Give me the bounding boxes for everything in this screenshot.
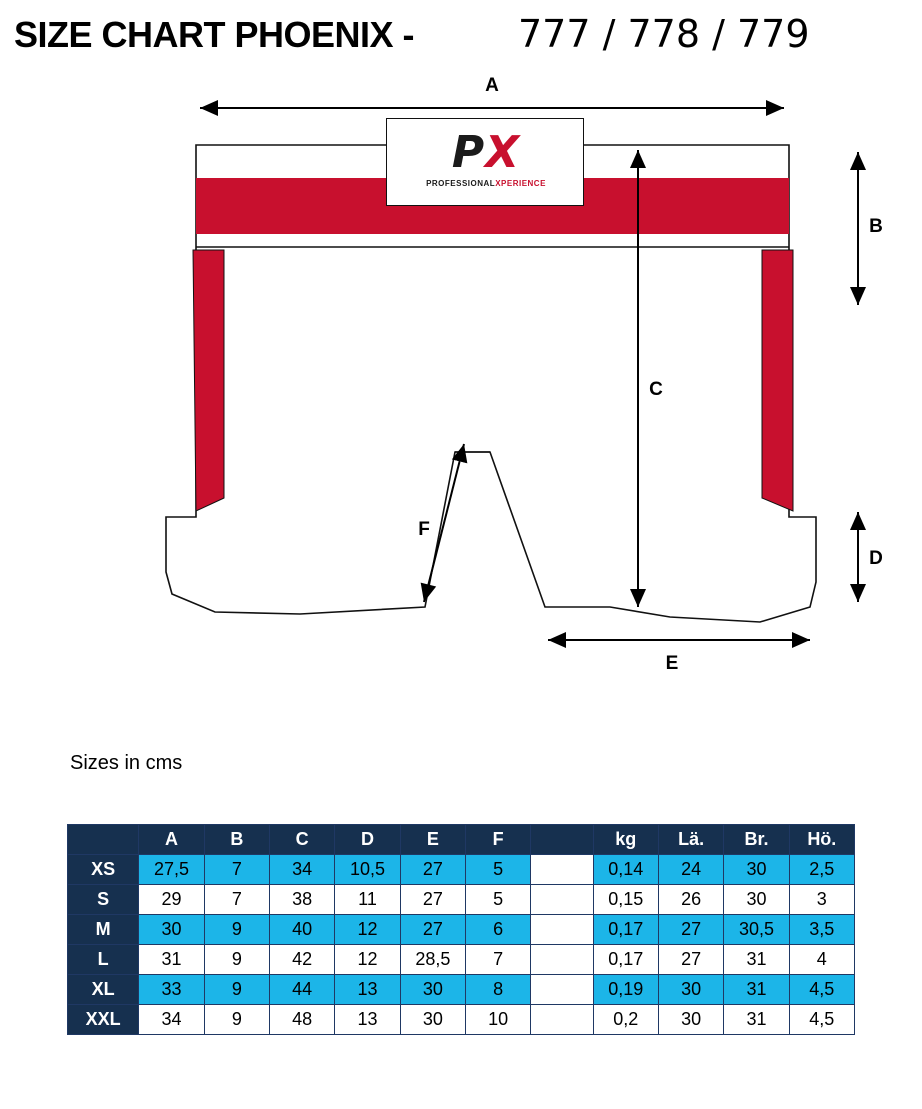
dimension-D [858, 512, 883, 602]
table-cell: 30 [658, 975, 723, 1005]
size-chart-table [67, 824, 855, 1035]
brand-logo [386, 118, 584, 206]
table-cell: 27 [658, 945, 723, 975]
table-cell: 27 [400, 885, 465, 915]
logo-letter-p: P [451, 127, 486, 178]
table-cell: 9 [204, 945, 269, 975]
table-cell: 27,5 [139, 855, 204, 885]
dimension-label-C: C [649, 379, 663, 400]
table-row [68, 855, 855, 885]
table-cell: 30 [724, 885, 789, 915]
table-cell: 0,17 [593, 945, 658, 975]
table-cell: 30,5 [724, 915, 789, 945]
table-header-row [68, 825, 855, 855]
logo-tagline [387, 179, 585, 188]
table-col-B: B [204, 825, 269, 855]
table-col-Br.: Br. [724, 825, 789, 855]
table-cell: 34 [139, 1005, 204, 1035]
table-cell: 12 [335, 945, 400, 975]
table-cell: 13 [335, 1005, 400, 1035]
table-cell: 4,5 [789, 1005, 854, 1035]
row-size-label: S [68, 885, 139, 915]
table-col-E: E [400, 825, 465, 855]
table-cell: 28,5 [400, 945, 465, 975]
dimension-A [200, 75, 784, 108]
dimension-label-F: F [418, 519, 430, 540]
table-cell: 3,5 [789, 915, 854, 945]
table-col-kg: kg [593, 825, 658, 855]
table-cell: 30 [658, 1005, 723, 1035]
table-cell: 2,5 [789, 855, 854, 885]
table-cell: 4,5 [789, 975, 854, 1005]
table-cell: 27 [400, 855, 465, 885]
table-cell: 29 [139, 885, 204, 915]
table-cell: 0,19 [593, 975, 658, 1005]
table-cell [531, 885, 593, 915]
page-title [0, 6, 922, 62]
table-col-gap [531, 825, 593, 855]
dimension-label-B: B [869, 216, 883, 237]
table-cell: 4 [789, 945, 854, 975]
table-cell: 6 [466, 915, 531, 945]
table-cell: 31 [139, 945, 204, 975]
dimension-label-D: D [869, 548, 883, 569]
table-cell: 30 [400, 975, 465, 1005]
table-col-Lä.: Lä. [658, 825, 723, 855]
logo-tagline-dark: PROFESSIONAL [426, 179, 496, 188]
dimension-E [548, 640, 810, 674]
table-cell: 34 [270, 855, 335, 885]
table-cell: 9 [204, 975, 269, 1005]
table-cell: 0,15 [593, 885, 658, 915]
table-cell: 42 [270, 945, 335, 975]
table-col-Hö.: Hö. [789, 825, 854, 855]
table-cell: 24 [658, 855, 723, 885]
table-cell: 3 [789, 885, 854, 915]
table-cell: 31 [724, 1005, 789, 1035]
table-cell [531, 945, 593, 975]
dimension-B [858, 152, 883, 305]
table-cell: 11 [335, 885, 400, 915]
table-col-C: C [270, 825, 335, 855]
table-cell: 5 [466, 855, 531, 885]
table-cell [531, 1005, 593, 1035]
table-cell: 30 [139, 915, 204, 945]
table-col-F: F [466, 825, 531, 855]
table-cell: 30 [400, 1005, 465, 1035]
table-cell: 27 [400, 915, 465, 945]
table-row [68, 975, 855, 1005]
table-cell: 9 [204, 1005, 269, 1035]
table-cell: 48 [270, 1005, 335, 1035]
table-cell: 26 [658, 885, 723, 915]
row-size-label: L [68, 945, 139, 975]
table-cell: 7 [204, 885, 269, 915]
shorts-outline [166, 145, 816, 622]
table-cell [531, 915, 593, 945]
table-cell: 0,14 [593, 855, 658, 885]
dimension-label-A: A [485, 75, 499, 96]
table-col-D: D [335, 825, 400, 855]
table-cell: 7 [466, 945, 531, 975]
table-row [68, 885, 855, 915]
table-row [68, 915, 855, 945]
table-row [68, 1005, 855, 1035]
logo-wordmark [387, 129, 585, 177]
table-cell: 8 [466, 975, 531, 1005]
table-cell: 5 [466, 885, 531, 915]
table-cell: 30 [724, 855, 789, 885]
table-cell: 31 [724, 975, 789, 1005]
table-col-A: A [139, 825, 204, 855]
table-cell: 0,2 [593, 1005, 658, 1035]
table-cell: 44 [270, 975, 335, 1005]
table-cell: 9 [204, 915, 269, 945]
table-cell: 27 [658, 915, 723, 945]
table-cell: 13 [335, 975, 400, 1005]
table-cell: 0,17 [593, 915, 658, 945]
sizes-unit-note: Sizes in cms [70, 752, 183, 774]
logo-tagline-red: XPERIENCE [495, 179, 546, 188]
title-product-codes: 777 / 778 / 779 [518, 12, 810, 56]
table-cell: 38 [270, 885, 335, 915]
table-cell: 10,5 [335, 855, 400, 885]
dimension-label-E: E [665, 653, 679, 674]
table-row [68, 945, 855, 975]
table-cell: 10 [466, 1005, 531, 1035]
table-cell [531, 975, 593, 1005]
table-cell: 33 [139, 975, 204, 1005]
table-cell: 12 [335, 915, 400, 945]
row-size-label: M [68, 915, 139, 945]
table-cell: 40 [270, 915, 335, 945]
title-main-text: SIZE CHART PHOENIX - [14, 14, 415, 55]
table-cell: 7 [204, 855, 269, 885]
row-size-label: XXL [68, 1005, 139, 1035]
table-cell: 31 [724, 945, 789, 975]
table-cell [531, 855, 593, 885]
row-size-label: XL [68, 975, 139, 1005]
table-col-size [68, 825, 139, 855]
logo-letter-x: X [485, 127, 521, 178]
row-size-label: XS [68, 855, 139, 885]
